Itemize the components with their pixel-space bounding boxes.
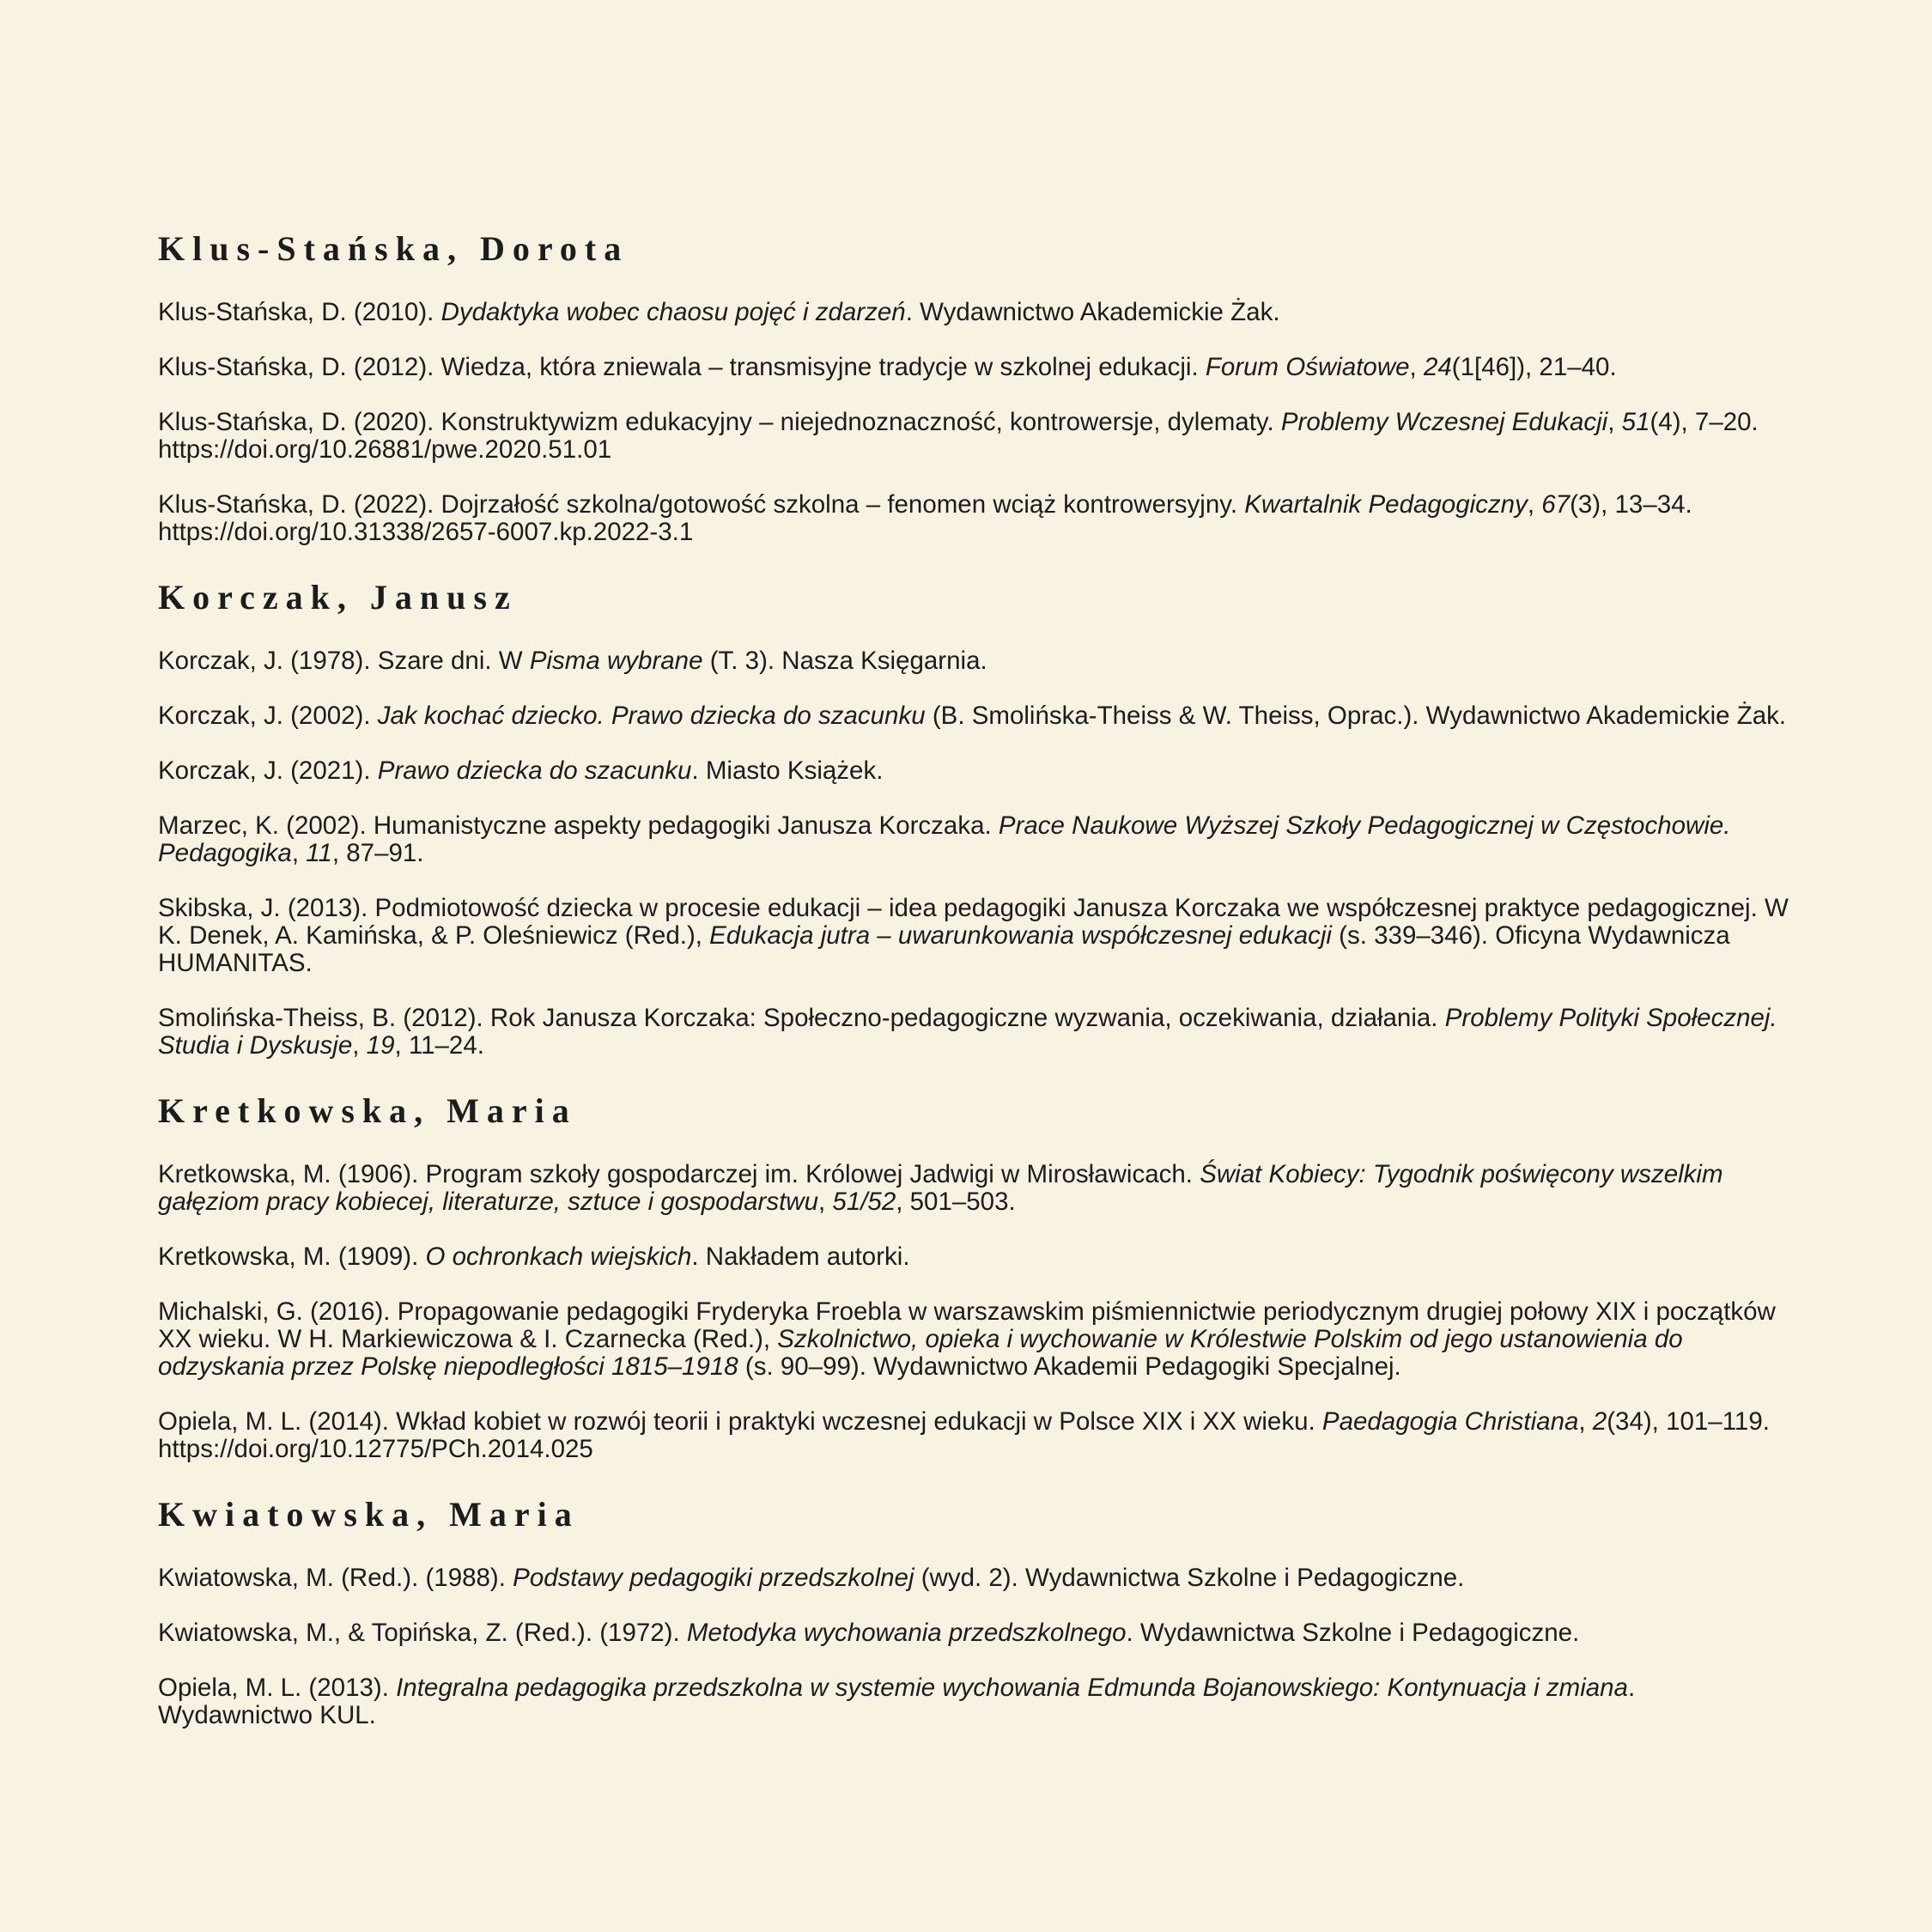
reference-text-segment: Klus-Stańska, D. (2010). <box>158 298 441 326</box>
reference-entry <box>158 491 1789 546</box>
reference-text-segment: Marzec, K. (2002). Humanistyczne aspekty pedagogiki Janusza Korczaka. <box>158 811 999 840</box>
reference-entry <box>158 409 1789 464</box>
reference-text-segment: Opiela, M. L. (2013). <box>158 1674 397 1702</box>
reference-text-segment: . Wydawnictwo KUL. <box>158 1674 1636 1729</box>
reference-text-segment: , <box>1578 1407 1593 1436</box>
reference-text-segment: , 11–24. <box>394 1031 484 1060</box>
reference-italic-segment: 67 <box>1541 490 1571 519</box>
reference-entry <box>158 1408 1789 1463</box>
reference-text-segment: (4), 7–20. https://doi.org/10.26881/pwe.2020.51.01 <box>158 408 1759 464</box>
bibliography-section <box>158 1491 1789 1729</box>
reference-text-segment: (T. 3). Nasza Księgarnia. <box>702 647 987 675</box>
reference-text-segment: , 87–91. <box>331 839 424 867</box>
reference-italic-segment: Metodyka wychowania przedszkolnego <box>686 1619 1127 1647</box>
reference-entry <box>158 895 1789 977</box>
reference-italic-segment: 19 <box>366 1031 395 1060</box>
reference-text-segment: Korczak, J. (1978). Szare dni. W <box>158 647 530 675</box>
reference-entry <box>158 299 1789 326</box>
reference-italic-segment: 51 <box>1621 408 1650 436</box>
reference-entry <box>158 812 1789 867</box>
reference-entry <box>158 1005 1789 1060</box>
bibliography-section <box>158 225 1789 546</box>
reference-italic-segment: O ochronkach wiejskich <box>425 1242 692 1271</box>
reference-text-segment: Korczak, J. (2002). <box>158 702 378 730</box>
reference-entry <box>158 702 1789 730</box>
reference-text-segment: (3), 13–34. https://doi.org/10.31338/2657-6007.kp.2022-3.1 <box>158 490 1692 546</box>
reference-text-segment: Kwiatowska, M., & Topińska, Z. (Red.). (1972). <box>158 1619 687 1647</box>
reference-text-segment: . Wydawnictwo Akademickie Żak. <box>905 298 1280 326</box>
section-author-heading: Kretkowska, Maria <box>158 1091 577 1130</box>
reference-text-segment: Opiela, M. L. (2014). Wkład kobiet w rozwój teorii i praktyki wczesnej edukacji w Polsce XIX i XX wieku. <box>158 1407 1322 1436</box>
reference-italic-segment: Jak kochać dziecko. Prawo dziecka do szacunku <box>377 702 926 730</box>
reference-italic-segment: Kwartalnik Pedagogiczny <box>1244 490 1528 519</box>
reference-text-segment: (1[46]), 21–40. <box>1451 353 1617 381</box>
reference-italic-segment: Problemy Wczesnej Edukacji <box>1280 408 1608 436</box>
reference-entry <box>158 1298 1789 1381</box>
reference-text-segment: (wyd. 2). Wydawnictwa Szkolne i Pedagogiczne. <box>914 1564 1465 1592</box>
reference-entry <box>158 1674 1789 1729</box>
reference-text-segment: Kretkowska, M. (1906). Program szkoły gospodarczej im. Królowej Jadwigi w Mirosławicach. <box>158 1160 1200 1188</box>
reference-text-segment: , <box>1607 408 1622 436</box>
reference-italic-segment: Edukacja jutra – uwarunkowania współczesnej edukacji <box>709 921 1332 950</box>
reference-text-segment: , <box>818 1188 833 1216</box>
bibliography-section <box>158 1087 1789 1463</box>
reference-text-segment: Klus-Stańska, D. (2020). Konstruktywizm edukacyjny – niejednoznaczność, kontrowersje, dylematy. <box>158 408 1281 436</box>
reference-text-segment: (s. 339–346). Oficyna Wydawnicza HUMANITAS. <box>158 921 1730 977</box>
reference-text-segment: Kwiatowska, M. (Red.). (1988). <box>158 1564 513 1592</box>
reference-text-segment: , <box>1409 353 1424 381</box>
reference-italic-segment: Prawo dziecka do szacunku <box>377 756 692 785</box>
reference-text-segment: Skibska, J. (2013). Podmiotowość dziecka w procesie edukacji – idea pedagogiki Janusza Korczaka we współczesnej praktyce pedagogicznej. W K. Denek, A. Kamińska, & P. Oleśniewicz (Red.), <box>158 894 1789 950</box>
reference-italic-segment: Forum Oświatowe <box>1205 353 1410 381</box>
reference-text-segment: (s. 90–99). Wydawnictwo Akademii Pedagogiki Specjalnej. <box>738 1352 1401 1381</box>
reference-text-segment: , <box>291 839 307 867</box>
section-author-heading: Korczak, Janusz <box>158 578 518 617</box>
reference-entry <box>158 647 1789 675</box>
reference-entry <box>158 1243 1789 1271</box>
reference-text-segment: . Miasto Książek. <box>691 756 884 785</box>
section-author-heading: Klus-Stańska, Dorota <box>158 229 629 268</box>
reference-italic-segment: Dydaktyka wobec chaosu pojęć i zdarzeń <box>440 298 906 326</box>
reference-text-segment: Michalski, G. (2016). Propagowanie pedagogiki Fryderyka Froebla w warszawskim piśmiennictwie periodycznym drugiej połowy XIX i początków XX wieku. W H. Markiewiczowa & I. Czarnecka (Red.), <box>158 1297 1776 1353</box>
reference-italic-segment: Podstawy pedagogiki przedszkolnej <box>513 1564 914 1592</box>
reference-text-segment: , <box>352 1031 367 1060</box>
reference-italic-segment: Świat Kobiecy: Tygodnik poświęcony wszelkim gałęziom pracy kobiecej, literaturze, sztuce i gospodarstwu <box>158 1160 1723 1216</box>
reference-text-segment: Kretkowska, M. (1909). <box>158 1242 426 1271</box>
reference-italic-segment: 2 <box>1592 1407 1607 1436</box>
reference-italic-segment: Prace Naukowe Wyższej Szkoły Pedagogicznej w Częstochowie. Pedagogika <box>158 811 1731 867</box>
bibliography <box>158 225 1789 1757</box>
reference-italic-segment: Problemy Polityki Społecznej. Studia i Dyskusje <box>158 1004 1777 1060</box>
reference-text-segment: . Nakładem autorki. <box>691 1242 910 1271</box>
reference-text-segment: , <box>1527 490 1542 519</box>
reference-italic-segment: Szkolnictwo, opieka i wychowanie w Królestwie Polskim od jego ustanowienia do odzyskania przez Polskę niepodległości 1815–1918 <box>158 1325 1683 1381</box>
bibliography-section <box>158 574 1789 1060</box>
reference-entry <box>158 757 1789 785</box>
reference-italic-segment: Pisma wybrane <box>529 647 703 675</box>
reference-text-segment: Smolińska-Theiss, B. (2012). Rok Janusza Korczaka: Społeczno-pedagogiczne wyzwania, oczekiwania, działania. <box>158 1004 1445 1032</box>
reference-italic-segment: Paedagogia Christiana <box>1321 1407 1579 1436</box>
reference-italic-segment: 24 <box>1423 353 1452 381</box>
reference-text-segment: , 501–503. <box>896 1188 1016 1216</box>
reference-italic-segment: 11 <box>306 839 332 867</box>
reference-entry <box>158 354 1789 381</box>
section-author-heading: Kwiatowska, Maria <box>158 1495 580 1534</box>
reference-entry <box>158 1564 1789 1592</box>
reference-text-segment: Klus-Stańska, D. (2022). Dojrzałość szkolna/gotowość szkolna – fenomen wciąż kontrowersyjny. <box>158 490 1245 519</box>
reference-text-segment: Korczak, J. (2021). <box>158 756 378 785</box>
reference-italic-segment: 51/52 <box>832 1188 896 1216</box>
reference-entry <box>158 1161 1789 1216</box>
reference-italic-segment: Integralna pedagogika przedszkolna w systemie wychowania Edmunda Bojanowskiego: Kontynuacja i zmiana <box>396 1674 1628 1702</box>
reference-text-segment: (B. Smolińska-Theiss & W. Theiss, Oprac.). Wydawnictwo Akademickie Żak. <box>925 702 1787 730</box>
reference-text-segment: Klus-Stańska, D. (2012). Wiedza, która zniewala – transmisyjne tradycje w szkolnej edukacji. <box>158 353 1206 381</box>
reference-entry <box>158 1619 1789 1647</box>
reference-text-segment: . Wydawnictwa Szkolne i Pedagogiczne. <box>1126 1619 1580 1647</box>
reference-text-segment: (34), 101–119. https://doi.org/10.12775/PCh.2014.025 <box>158 1407 1770 1463</box>
